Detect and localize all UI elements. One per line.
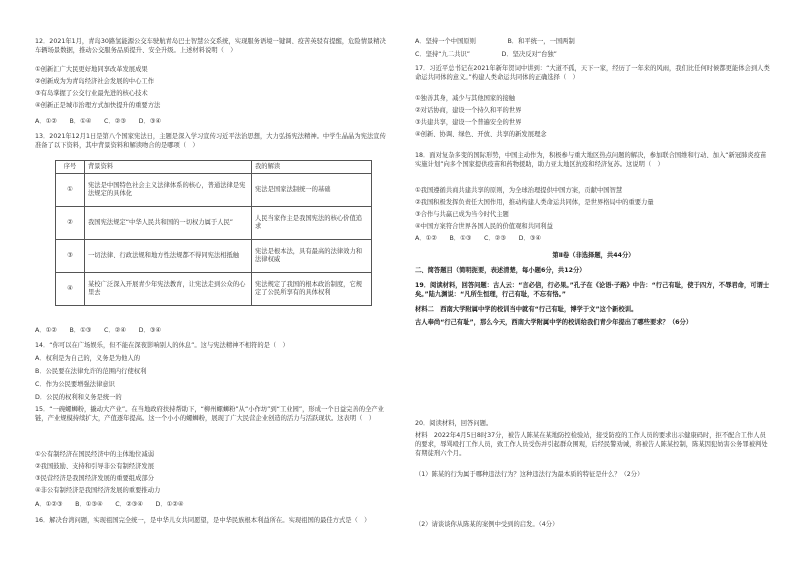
left-column (35, 0, 392, 586)
q18-stem: 18．面对复杂多变的国际形势，中国主动作为，积极参与重大地区热点问题的解决，参加联合国维和行动、加入“新冠肺炎疫苗实施计划”向多个国家提供疫苗和药物援助，助力亚太地区抗疫和经济复苏。这说明（ ） (415, 152, 767, 168)
q15-choices: A．①②③ B．①③④ C．②③④ D．①②④ (35, 501, 184, 508)
q15-option-2: ②我国鼓励、支持和引导非公有制经济发展 (35, 463, 154, 470)
table-cell: 我国宪法规定“中华人民共和国的一切权力属于人民” (85, 207, 252, 240)
section2-heading: 二、简答题目（简明扼要，表述清楚，每小题6分，共12分） (415, 267, 586, 274)
table-cell: ② (56, 207, 85, 240)
q12-option-2: ②创新成为为青岛经济社会发展的中心工作 (35, 78, 154, 85)
table-cell: 宪法是根本法，具有最高的法律效力和法律权威 (252, 240, 372, 273)
table-cell: 人民当家作主是我国宪法的核心价值追求 (252, 207, 372, 240)
q18-option-2: ②我国积极发挥负责任大国作用，推动构建人类命运共同体，是世界格局中的重要力量 (415, 199, 654, 206)
table-cell: 宪法是中国特色社会主义法律体系的核心，普通法律是宪法规定的具体化 (85, 174, 252, 207)
table-cell: 宪法是国家法制统一的基础 (252, 174, 372, 207)
q17-stem: 17．习近平总书记在2021年新年贺词中讲到：“大道不孤，天下一家，经历了一年来的风雨，我们比任何时候都更能体会到人类命运共同体的意义。”构建人类命运共同体的正确选择（ ） (415, 65, 770, 81)
table-row (56, 207, 372, 240)
q18-option-1: ①我国遵循共商共建共享的原则，为全球治理提供中国方案，贡献中国智慧 (415, 187, 623, 194)
q12-option-3: ③有岛掌握了公交行业最先进的核心技术 (35, 90, 148, 97)
q12-choices: A．①② B．①④ C．②③ D．③④ (35, 118, 162, 125)
table-cell: ③ (56, 240, 85, 273)
table-row (56, 240, 372, 273)
q16-stem: 16．解决台湾问题，实现祖国完全统一，是中华儿女共同愿望，是中华民族根本利益所在。实现祖国的最佳方式是（ ） (35, 517, 371, 524)
q19-material: 材料二 西南大学附属中学的校训当中就有“行己有耻，博学于文”这个新校训。 (415, 306, 638, 313)
table-header: 我的解读 (252, 161, 372, 174)
q14-stem: 14．“你可以在广场娱乐，但不能在深夜影响别人的休息”。这与宪法精神不相符的是（ ） (35, 342, 289, 349)
q13-stem: 13．2021年12月1日是第八个国家宪法日，主题是深入学习宣传习近平法治思想，大力弘扬宪法精神。中学生晶晶为宪法宣传准备了以下资料，其中背景资料和解读吻合的是哪项（ ） (35, 133, 386, 149)
q16-options-cd: C．坚持“九二共识” D．坚决反对“台独” (415, 51, 557, 58)
table-header: 背景资料 (85, 161, 252, 174)
q12-option-4: ④创新正是城市治理方式加快提升的重要方法 (35, 102, 161, 109)
table-cell: 一切法律、行政法规和地方性法规都不得同宪法相抵触 (85, 240, 252, 273)
q18-choices: A．①② B．①③ C．②③ D．③④ (415, 235, 542, 242)
table-header: 序号 (56, 161, 85, 174)
q16-options-ab: A．坚持一个中国原则 B．和平统一，一国两制 (415, 38, 575, 45)
q12-stem: 12．2021年1月，青岛30路氢能源公交车驶航青岛巴士智慧公交系统，实现服务语境一键调、疫苦英驳有提醒，危险情景精决车辆场景数据，推动公交服务品质提升、安全升级。上述材料说明（ ） (35, 38, 386, 54)
q17-option-1: ①独善其身，减少与其他国家的接触 (415, 95, 516, 102)
q14-option-b: B．公民要在法律允许的范围内行使权利 (35, 368, 147, 375)
q20-subquestion-2: （2）请谈谈你从陈某的案例中受到的启发。（4分） (415, 521, 559, 528)
q14-option-c: C．作为公民要增强法律意识 (35, 381, 115, 388)
table-cell: ① (56, 174, 85, 207)
q20-material: 材料 2022年4月5日8时37分，被告人陈某在某地防控检验站，接受防疫的工作人员的要求出示健康码时，拒不配合工作人员的要求，辱骂殴打工作人员，致工作人员受伤并引起群众围观，后经民警劝诫，将被告人陈某控制，陈某因犯妨害公务罪被判处有期徒刑六个月。 (415, 432, 768, 457)
right-column (415, 0, 772, 586)
q15-stem: 15．“一碗螺蛳粉，撬动大产业”。在当地政府扶持帮助下，“柳州螺蛳粉”从“小作坊”到“工业园”，形成一个日益完善的全产业链，产业规模持续扩大，产值逐年提高。这一个小小的螺蛳粉，展现了广大民营企业创造的活力与活跃现状。这表明（ ） (35, 406, 384, 422)
q12-option-1: ①创新汇广大民更好地同享改革发展成果 (35, 66, 148, 73)
q13-choices: A．①② B．①③ C．②④ D．③④ (35, 327, 162, 334)
table-header-row (56, 161, 372, 174)
q17-option-2: ②对话协商，建设一个持久和平的世界 (415, 107, 522, 114)
q17-option-4: ④创新、协调、绿色、开放、共享的新发展理念 (415, 131, 547, 138)
table-row (56, 273, 372, 306)
table-cell: 宪法规定了我国的根本政治制度，它规定了公民所享有的具体权利 (252, 273, 372, 306)
q19-question: 古人奉尚“行己有耻”，那么今天，西南大学附属中学的校训给我们青少年提出了哪些要求？（6分） (415, 319, 693, 326)
q20-title: 20．阅读材料，回答问题。 (415, 420, 493, 427)
table-row (56, 174, 372, 207)
q13-table (55, 160, 372, 306)
table-cell: ④ (56, 273, 85, 306)
q19-stem: 19．阅读材料，回答问题：古人云：“言必信，行必果。”孔子在《论语·子路》中告：“行己有耻，使于四方，不辱君命，可谓士矣。”陆九渊说：“凡所生恒理，行己有耻，不忘有恪。” (415, 282, 770, 298)
q15-option-4: ④非公有制经济是我国经济发展的重要推动力 (35, 487, 161, 494)
table-cell: 某校广泛深入开展青少年宪法教育，让宪法走到公众的心里去 (85, 273, 252, 306)
q15-option-3: ③民营经济是我国经济发展的重要组成部分 (35, 475, 154, 482)
q17-option-3: ③共建共享，建设一个普遍安全的世界 (415, 119, 522, 126)
q15-option-1: ①公有制经济在国民经济中的主体地位减弱 (35, 451, 154, 458)
q20-subquestion-1: （1）陈某的行为属于哪种违法行为？这种违法行为最本质的特征是什么？（2分） (415, 471, 644, 478)
q18-option-4: ④中国方案符合世界各国人民的价值观和共同利益 (415, 223, 553, 230)
q18-option-3: ③合作与共赢已成为当今时代主题 (415, 211, 509, 218)
q14-option-a: A．权利是为自己的，义务是为他人的 (35, 355, 141, 362)
q14-option-d: D．公民的权利和义务是统一的 (35, 394, 122, 401)
part2-title: 第Ⅱ卷（非选择题，共44分） (552, 252, 635, 259)
